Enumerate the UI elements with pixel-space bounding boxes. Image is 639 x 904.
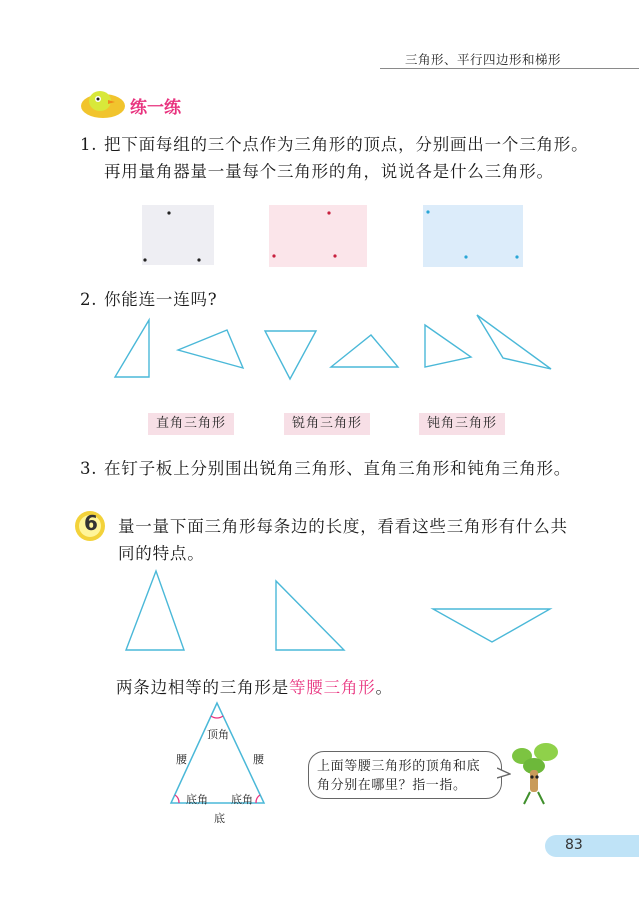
bird-mascot-icon (78, 84, 128, 120)
page-number: 83 (565, 837, 583, 853)
page-number-tab (545, 835, 639, 857)
definition-prefix: 两条边相等的三角形是 (116, 678, 289, 697)
example-number: 6 (84, 511, 98, 535)
definition (116, 674, 393, 701)
q1-number: 1. (80, 135, 98, 154)
triangle-b (178, 330, 243, 368)
triangle-a (115, 320, 149, 377)
chapter-header: 三角形、平行四边形和梯形 (405, 52, 562, 67)
q3-text: 在钉子板上分别围出锐角三角形、直角三角形和钝角三角形。 (104, 459, 572, 478)
plant-mascot-icon (508, 742, 560, 806)
label-leg-left: 腰 (176, 753, 187, 766)
dot-box-3 (423, 205, 523, 267)
label-leg-right: 腰 (253, 753, 264, 766)
isosceles-triangle-3 (433, 609, 550, 642)
isosceles-triangles (120, 565, 560, 655)
q2-text: 你能连一连吗? (104, 290, 218, 309)
label-base-angle-left: 底角 (186, 793, 208, 806)
triangle-c (265, 331, 316, 379)
example-text: 量一量下面三角形每条边的长度，看看这些三角形有什么共同的特点。 (118, 517, 568, 563)
q2-triangles (105, 310, 565, 390)
triangle-e (425, 325, 471, 367)
practice-title: 练一练 (130, 98, 181, 118)
isosceles-triangle-1 (126, 571, 184, 650)
label-acute-triangle[interactable]: 锐角三角形 (284, 413, 370, 435)
dot-box-1 (142, 205, 214, 265)
definition-suffix: 。 (375, 678, 393, 697)
q2-number: 2. (80, 290, 98, 309)
isosceles-triangle-2 (276, 581, 344, 650)
label-base: 底 (214, 812, 225, 825)
label-obtuse-triangle[interactable]: 钝角三角形 (419, 413, 505, 435)
triangle-d (331, 335, 398, 367)
q1-text: 把下面每组的三个点作为三角形的顶点，分别画出一个三角形。再用量角器量一量每个三角形的角，说说各是什么三角形。 (104, 135, 589, 181)
label-right-triangle[interactable]: 直角三角形 (148, 413, 234, 435)
q3-number: 3. (80, 459, 98, 478)
header-divider (380, 68, 639, 69)
speech-bubble: 上面等腰三角形的顶角和底角分别在哪里？指一指。 (308, 751, 502, 799)
dot-box-2 (269, 205, 367, 267)
triangle-f (477, 315, 551, 369)
label-vertex-angle: 顶角 (207, 728, 229, 741)
definition-term: 等腰三角形 (289, 678, 376, 697)
label-base-angle-right: 底角 (231, 793, 253, 806)
